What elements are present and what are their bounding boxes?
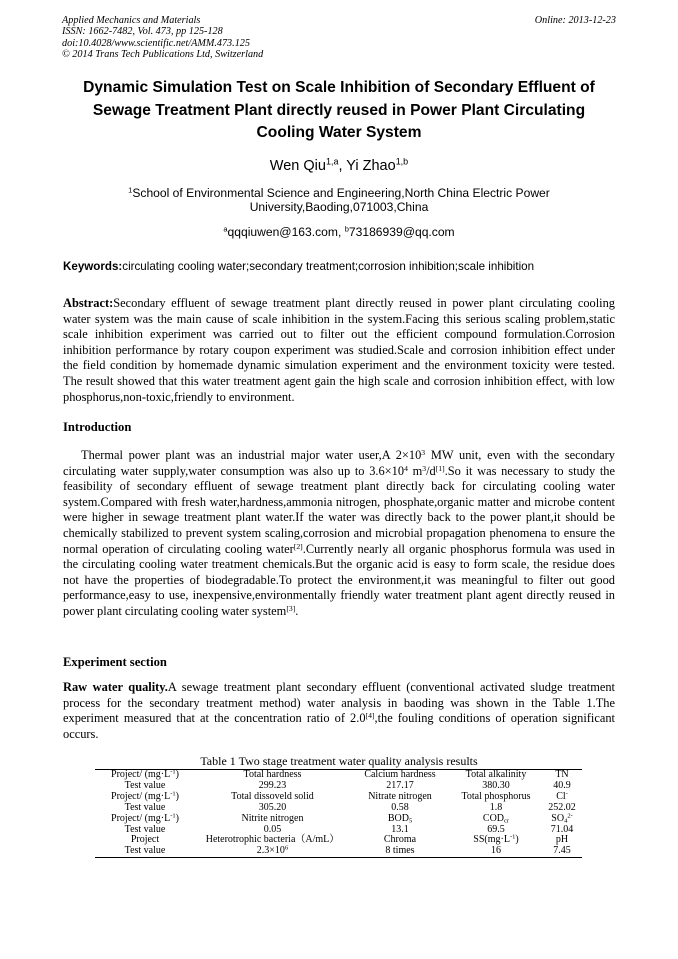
author-name: Wen Qiu	[269, 158, 326, 174]
table-cell: 380.30	[482, 779, 510, 791]
table-cell: $SS(mg\cdot L^{-1})$	[473, 833, 519, 846]
affiliation-mark: 1	[128, 185, 133, 195]
water-quality-table	[95, 769, 582, 858]
text-run: .Currently nearly all organic phosphorus formula was used in the circulating cooling water treatment chemicals.But the organic acid is easy to form scale, the residue does not have the properties of biodegradable.To protect the environment,it was meaningful to filter out good performance,easy to use, inexpensive,environmentally friendly water treatment plant agent directly reused in power plant circulating cooling water system	[63, 541, 615, 618]
table-cell: Test value	[124, 779, 166, 791]
citation-ref[interactable]: [2]	[293, 541, 303, 551]
table-cell: Test value	[124, 801, 166, 813]
table-cell: 299.23	[258, 779, 287, 791]
title-line-2: Sewage Treatment Plant directly reused in Power Plant Circulating	[92, 101, 586, 119]
text-run: .	[295, 603, 299, 618]
table-cell: Project	[130, 834, 160, 846]
table-cell: Project/ $(mg\cdot L^{-1})$	[111, 790, 179, 802]
email-link[interactable]: qqqiuwen@163.com	[227, 225, 338, 239]
table-cell: Total phosphorus	[461, 790, 531, 802]
author-separator: ,	[338, 158, 347, 174]
table-cell: $COD_{cr}$	[482, 812, 510, 824]
affiliation-line-1: School of Environmental Science and Engineering,North China Electric Power	[132, 186, 550, 200]
table-cell: 71.04	[550, 823, 574, 835]
email-mark: a	[223, 224, 228, 234]
table-cell: Project/ $(mg\cdot L^{-1})$	[111, 768, 179, 780]
author-emails	[0, 225, 678, 239]
table-cell: Nitrite nitrogen	[241, 812, 304, 824]
text-run: A sewage treatment plant secondary effluent (conventional activated sludge treatment process for the secondary treatment method) water analysis in baoding was shown in the Table 1.The experiment measured that at the concentration ratio of 2.0	[63, 680, 615, 726]
exponent: 3	[421, 447, 426, 457]
raw-water-quality-paragraph	[63, 680, 615, 742]
table-cell: $BOD_5$	[387, 812, 413, 824]
table-cell: Total alkalinity	[465, 769, 527, 780]
table-cell: 7.45	[553, 845, 571, 857]
table-cell: Total dissoveld solid	[231, 790, 314, 802]
citation-ref[interactable]: [1]	[435, 463, 445, 473]
keywords	[63, 260, 534, 274]
copyright-line: © 2014 Trans Tech Publications Ltd, Switzerland	[62, 49, 264, 61]
table-cell: Chroma	[383, 834, 417, 846]
table-cell: Test value	[124, 823, 166, 835]
email-separator: ,	[337, 225, 345, 239]
introduction-paragraph	[63, 448, 615, 620]
title-line-3: Cooling Water System	[256, 124, 422, 141]
table-cell: 13.1	[391, 823, 409, 835]
section-heading-introduction: Introduction	[63, 420, 132, 434]
title-line-1: Dynamic Simulation Test on Scale Inhibition of Secondary Effluent of	[83, 79, 595, 96]
table-row	[95, 846, 582, 857]
exponent: 3	[422, 463, 427, 473]
author-list	[0, 157, 678, 175]
text-run: Thermal power plant was an industrial major water user,A 2×10	[81, 448, 422, 462]
citation-ref[interactable]: [4]	[365, 710, 375, 720]
section-heading-experiment: Experiment section	[63, 655, 167, 669]
abstract-label: Abstract:	[63, 296, 114, 310]
table-cell: 305.20	[258, 801, 287, 813]
table-cell: 69.5	[487, 823, 505, 835]
table-cell: 8 times	[385, 845, 415, 857]
table-cell: Total hardness	[243, 769, 302, 780]
author-affiliation-mark: 1,a	[325, 156, 339, 167]
table-caption: Table 1 Two stage treatment water quality analysis results	[200, 754, 478, 768]
text-run: .So it was necessary to study the feasibility of secondary effluent of sewage treatment plant directly back for circulating cooling water system.Compared with fresh water,hardness,ammonia nitrogen, phosphate,organic matter and microbe content were higher in sewage treatment plant water.If the water was directly back to the power plant,it should be chemically stabilized to prevent system scaling,corrosion and microbial propagation phenomena to ensure the normal operation of circulating cooling water	[63, 463, 615, 556]
email-mark: b	[344, 224, 349, 234]
online-date: Online: 2013-12-23	[534, 15, 616, 26]
abstract	[63, 296, 615, 405]
doi-line: doi:10.4028/www.scientific.net/AMM.473.125	[62, 37, 250, 49]
table-cell: Nitrate nitrogen	[368, 790, 432, 802]
author-name: Yi Zhao	[346, 158, 396, 174]
table-row	[95, 835, 582, 846]
abstract-text: Secondary effluent of sewage treatment plant directly reused in power plant circulating cooling water system was the main cause of scale inhibition in the system.Facing this serious scaling problem,static scale inhibition experiment was carried out to filter out the efficient compound formulation.Corrosion inhibition performance by rotary coupon experiment was studied.Scale and corrosion inhibition effect under the field condition by homemade dynamic simulation experiment and the environment toxicity were tested. The result showed that this water treatment agent gain the high scale and corrosion inhibition effect, with low phosphorus,non-toxic,friendly to environment.	[63, 296, 615, 404]
table-cell: 217.17	[386, 779, 414, 791]
journal-header	[62, 15, 263, 61]
table-cell: pH	[555, 834, 569, 846]
table-cell: Project/ $(mg\cdot L^{-1})$	[111, 812, 179, 824]
table-cell: 16	[491, 845, 501, 857]
table-cell: 40.9	[553, 779, 571, 791]
table-cell: 0.05	[263, 823, 282, 835]
citation-ref[interactable]: [3]	[286, 603, 296, 613]
text-run: /d	[426, 463, 436, 478]
table-cell: 252.02	[548, 801, 576, 813]
subsection-label: Raw water quality.	[63, 680, 168, 694]
journal-name: Applied Mechanics and Materials	[62, 15, 201, 26]
affiliation	[80, 186, 598, 214]
table-cell: Heterotrophic bacteria（A/mL）	[205, 834, 340, 846]
paper-title	[50, 77, 628, 145]
table-cell: $SO_4^{2-}$	[551, 812, 573, 824]
issn-line: ISSN: 1662-7482, Vol. 473, pp 125-128	[62, 26, 223, 38]
table-cell: TN	[555, 769, 569, 780]
author-affiliation-mark: 1,b	[395, 156, 409, 167]
text-run: ,the fouling conditions of operation significant occurs.	[63, 711, 615, 741]
table-cell: $2.3\times 10^6$	[256, 844, 289, 857]
keywords-label: Keywords:	[63, 260, 123, 273]
table-cell: Cl-	[556, 790, 568, 802]
table-cell: Calcium hardness	[364, 769, 436, 780]
text-run: m	[407, 463, 423, 478]
text-run: MW unit, even with the secondary circulating water supply,water consumption was also up to 3.6×10	[63, 448, 615, 478]
exponent: 4	[404, 463, 408, 473]
table-row	[95, 814, 582, 825]
table-cell: Test value	[124, 845, 166, 857]
table-row	[95, 792, 582, 803]
table-cell: 0.58	[391, 801, 409, 813]
keywords-text: circulating cooling water;secondary treatment;corrosion inhibition;scale inhibition	[122, 260, 535, 273]
affiliation-line-2: University,Baoding,071003,China	[249, 200, 429, 215]
table-cell: 1.8	[489, 801, 503, 813]
email-link[interactable]: 73186939@qq.com	[348, 225, 455, 239]
